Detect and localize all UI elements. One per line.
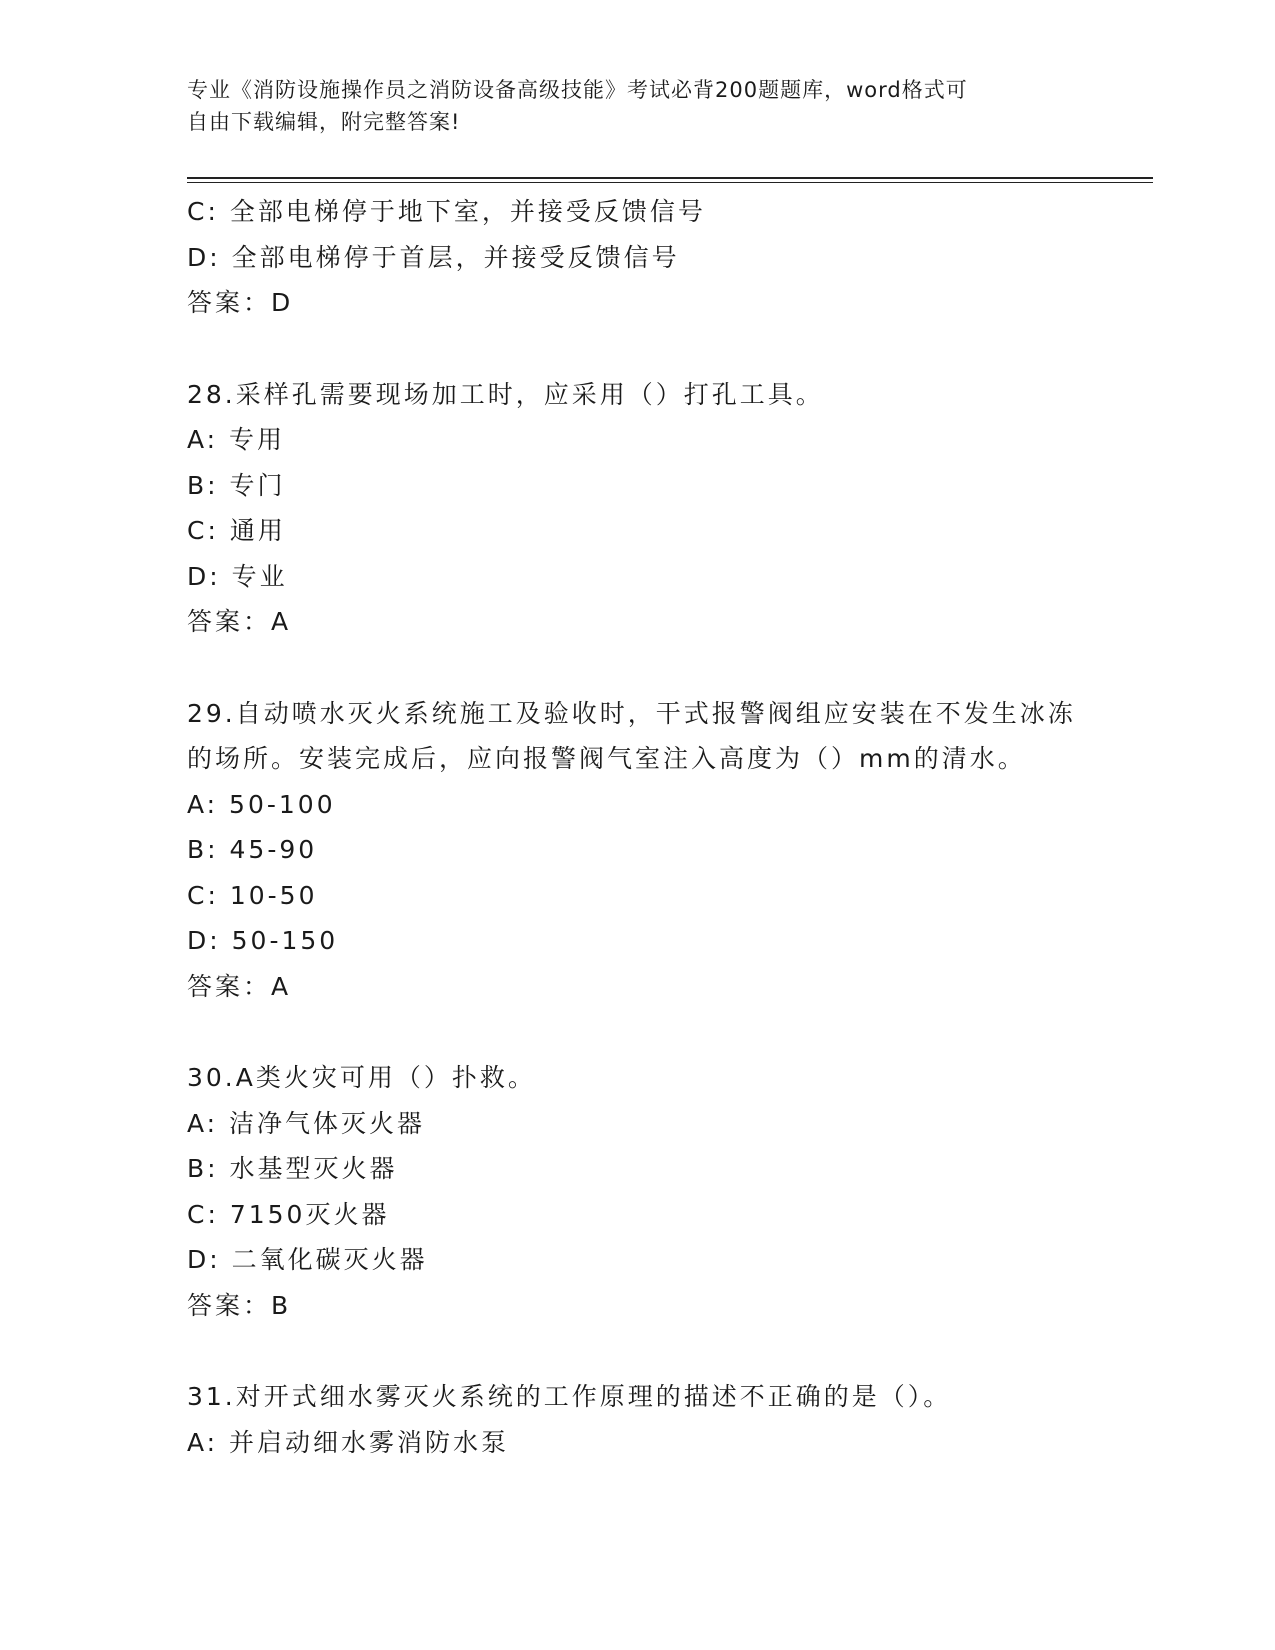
answer-line: 答案：A [187,971,292,1001]
header-divider-thin [187,182,1153,183]
answer-line: 答案：D [187,288,294,317]
question-stem: 29.自动喷水灭火系统施工及验收时，干式报警阀组应安装在不发生冰冻的场所。安装完成后，应向报警阀气室注入高度为（）mm的清水。 [187,698,1076,773]
question-stem: 31.对开式细水雾灭火系统的工作原理的描述不正确的是（）。 [187,1382,952,1411]
option-b: B: 水基型灭火器 [187,1154,398,1183]
question-stem: 30.A类火灾可用（）扑救。 [187,1063,536,1092]
option-b: B: 45-90 [187,835,318,864]
option-d: D: 专业 [187,561,288,591]
question-list [187,189,1087,1465]
option-a: A: 50-100 [187,789,336,819]
option-a: A: 专用 [187,425,286,454]
option-d: D: 50-150 [187,926,339,955]
option-a: A: 洁净气体灭火器 [187,1108,426,1138]
option-c: C: 10-50 [187,880,318,910]
question-31 [187,1374,1087,1465]
header-divider-thick [187,177,1153,179]
option-d: D: 二氧化碳灭火器 [187,1245,428,1274]
question-29 [187,691,1087,1010]
option-c: C: 7150灭火器 [187,1199,390,1229]
option-b: B: 专门 [187,470,286,500]
question-30 [187,1055,1087,1328]
question-stem: 28.采样孔需要现场加工时，应采用（）打孔工具。 [187,379,824,409]
answer-line: 答案：A [187,607,292,636]
question-fragment [187,189,1087,326]
option-a: A: 并启动细水雾消防水泵 [187,1427,510,1457]
question-28 [187,372,1087,645]
option-c: C: 全部电梯停于地下室，并接受反馈信号 [187,197,706,226]
header-line-1: 专业《消防设施操作员之消防设备高级技能》考试必背200题题库，word格式可 [187,78,968,102]
option-c: C: 通用 [187,516,286,545]
header-line-2: 自由下载编辑，附完整答案! [187,110,461,134]
answer-line: 答案：B [187,1290,292,1320]
document-header [187,74,1087,138]
option-d: D: 全部电梯停于首层，并接受反馈信号 [187,242,680,272]
